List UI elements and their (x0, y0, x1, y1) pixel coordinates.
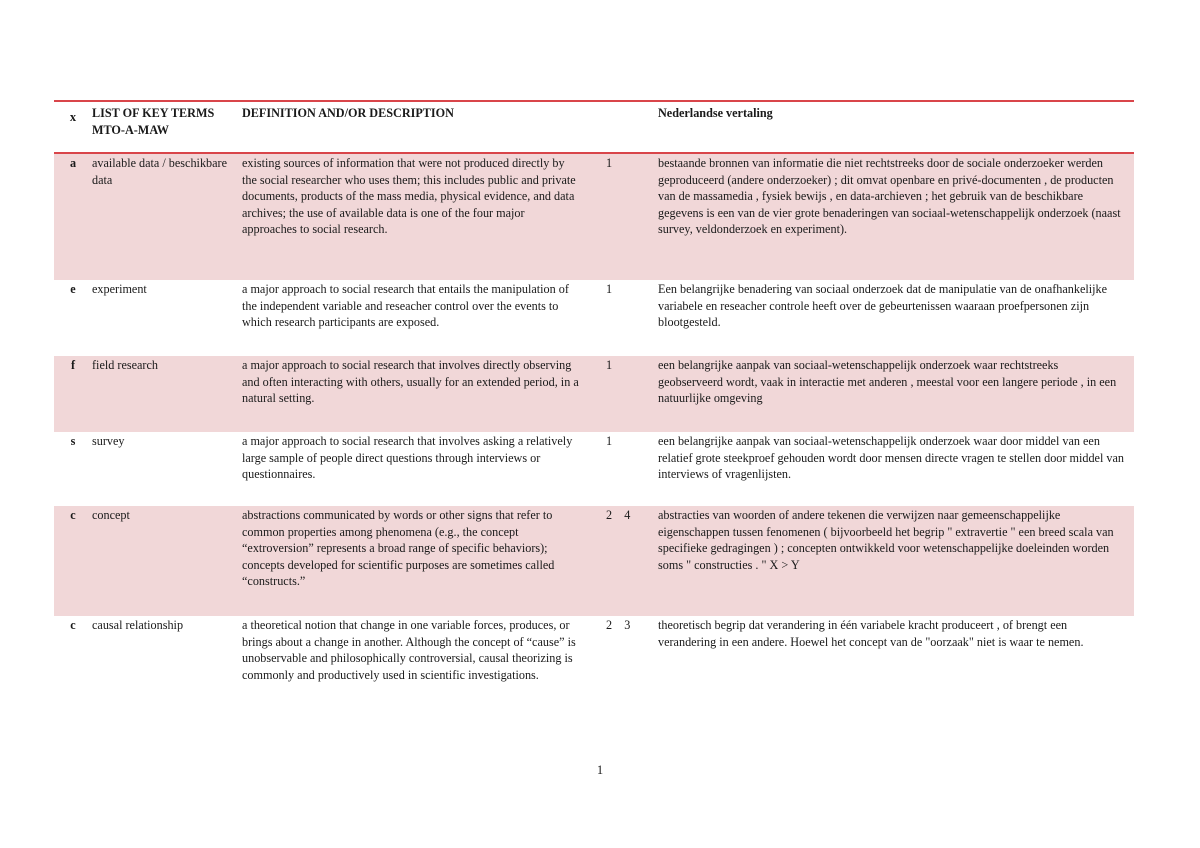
table-row (54, 154, 1134, 280)
row-term: experiment (92, 282, 147, 296)
row-letter: f (70, 358, 76, 372)
row-term: field research (92, 358, 158, 372)
row-term: concept (92, 508, 130, 522)
row-letter: a (69, 156, 77, 170)
row-chapter-number: 1 (606, 358, 613, 372)
row-translation: Een belangrijke benadering van sociaal onderzoek dat de manipulatie van de onafhankelijke variabele en reseacher controle heeft over de gebeurtenissen waaraan proefpersonen zijn blootgesteld. (658, 282, 1108, 330)
header-translation: Nederlandse vertaling (658, 106, 773, 120)
row-chapter-number: 1 (606, 156, 613, 170)
row-letter: c (70, 508, 76, 522)
row-chapter-number: 2 4 (606, 508, 631, 522)
table-row (54, 356, 1134, 432)
row-term: causal relationship (92, 618, 184, 632)
row-definition: a major approach to social research that involves directly observing and often interacting with others, usually for an extended period, in a natural setting. (242, 358, 579, 406)
row-chapter-number: 2 3 (606, 618, 631, 632)
page-number: 1 (596, 763, 604, 777)
header-number (592, 104, 658, 152)
row-letter: e (70, 282, 76, 296)
row-definition: existing sources of information that were not produced directly by the social researcher who uses them; this includes public and private documents, products of the mass media, physical evidence, and data archives; the use of available data is one of the four major approaches to social research. (242, 156, 576, 237)
row-definition: a major approach to social research that involves asking a relatively large sample of people direct questions through interviews or questionnaires. (242, 434, 573, 482)
table-row (54, 280, 1134, 356)
table-row (54, 616, 1134, 726)
row-translation: een belangrijke aanpak van sociaal-wetenschappelijk onderzoek waar door middel van een relatief grote steekproef gehouden wordt door mensen directe vragen te stellen door middel van interviews of vragenlijsten. (658, 434, 1124, 482)
key-terms-table (54, 100, 1134, 726)
row-definition: a major approach to social research that entails the manipulation of the independent variable and reseacher control over the events to which research participants are exposed. (242, 282, 569, 330)
row-chapter-number: 1 (606, 282, 613, 296)
row-translation: abstracties van woorden of andere tekenen die verwijzen naar gemeenschappelijke eigenschappen tussen fenomenen ( bijvoorbeeld het begrip " extravertie " een breed scala van specifieke gedragingen ) ; concepten ontwikkeld voor wetenschappelijke doeleinden worden soms " constructies . " X > Y (658, 508, 1114, 572)
row-translation: bestaande bronnen van informatie die niet rechtstreeks door de sociale onderzoeker werden geproduceerd (andere onderzoeker) ; dit omvat openbare en privé-documenten , de producten van de massamedia , fysiek bewijs , en data-archieven ; het gebruik van de beschikbare gegevens is een van de vier grote benaderingen van sociaal-wetenschappelijk onderzoek (naast survey, veldonderzoek en experiment). (658, 156, 1121, 237)
header-definition: DEFINITION AND/OR DESCRIPTION (242, 106, 454, 120)
table-row (54, 432, 1134, 506)
row-translation: een belangrijke aanpak van sociaal-wetenschappelijk onderzoek waar rechtstreeks geobserveerd wordt, vaak in interactie met anderen , meestal voor een langere periode , in een natuurlijke omgeving (658, 358, 1117, 406)
row-term: survey (92, 434, 125, 448)
row-term: available data / beschikbare data (92, 156, 228, 187)
row-definition: a theoretical notion that change in one variable forces, produces, or brings about a change in another. Although the concept of “cause” is unobservable and philosophically controversial, causal theorizing is commonly and productively used in scientific investigations. (242, 618, 576, 682)
row-letter: s (70, 434, 76, 448)
header-x: x (69, 110, 77, 124)
row-translation: theoretisch begrip dat verandering in één variabele kracht produceert , of brengt een verandering in een andere. Hoewel het concept van de "oorzaak" niet is waar te nemen. (658, 618, 1084, 649)
table-row (54, 506, 1134, 616)
row-definition: abstractions communicated by words or other signs that refer to common properties among phenomena (e.g., the concept “extroversion” represents a broad range of specific behaviors); concepts developed for scientific purposes are sometimes called “constructs.” (242, 508, 555, 589)
row-letter: c (70, 618, 76, 632)
header-term: LIST OF KEY TERMS MTO-A-MAW (92, 106, 215, 137)
table-header-row (54, 102, 1134, 152)
row-chapter-number: 1 (606, 434, 613, 448)
